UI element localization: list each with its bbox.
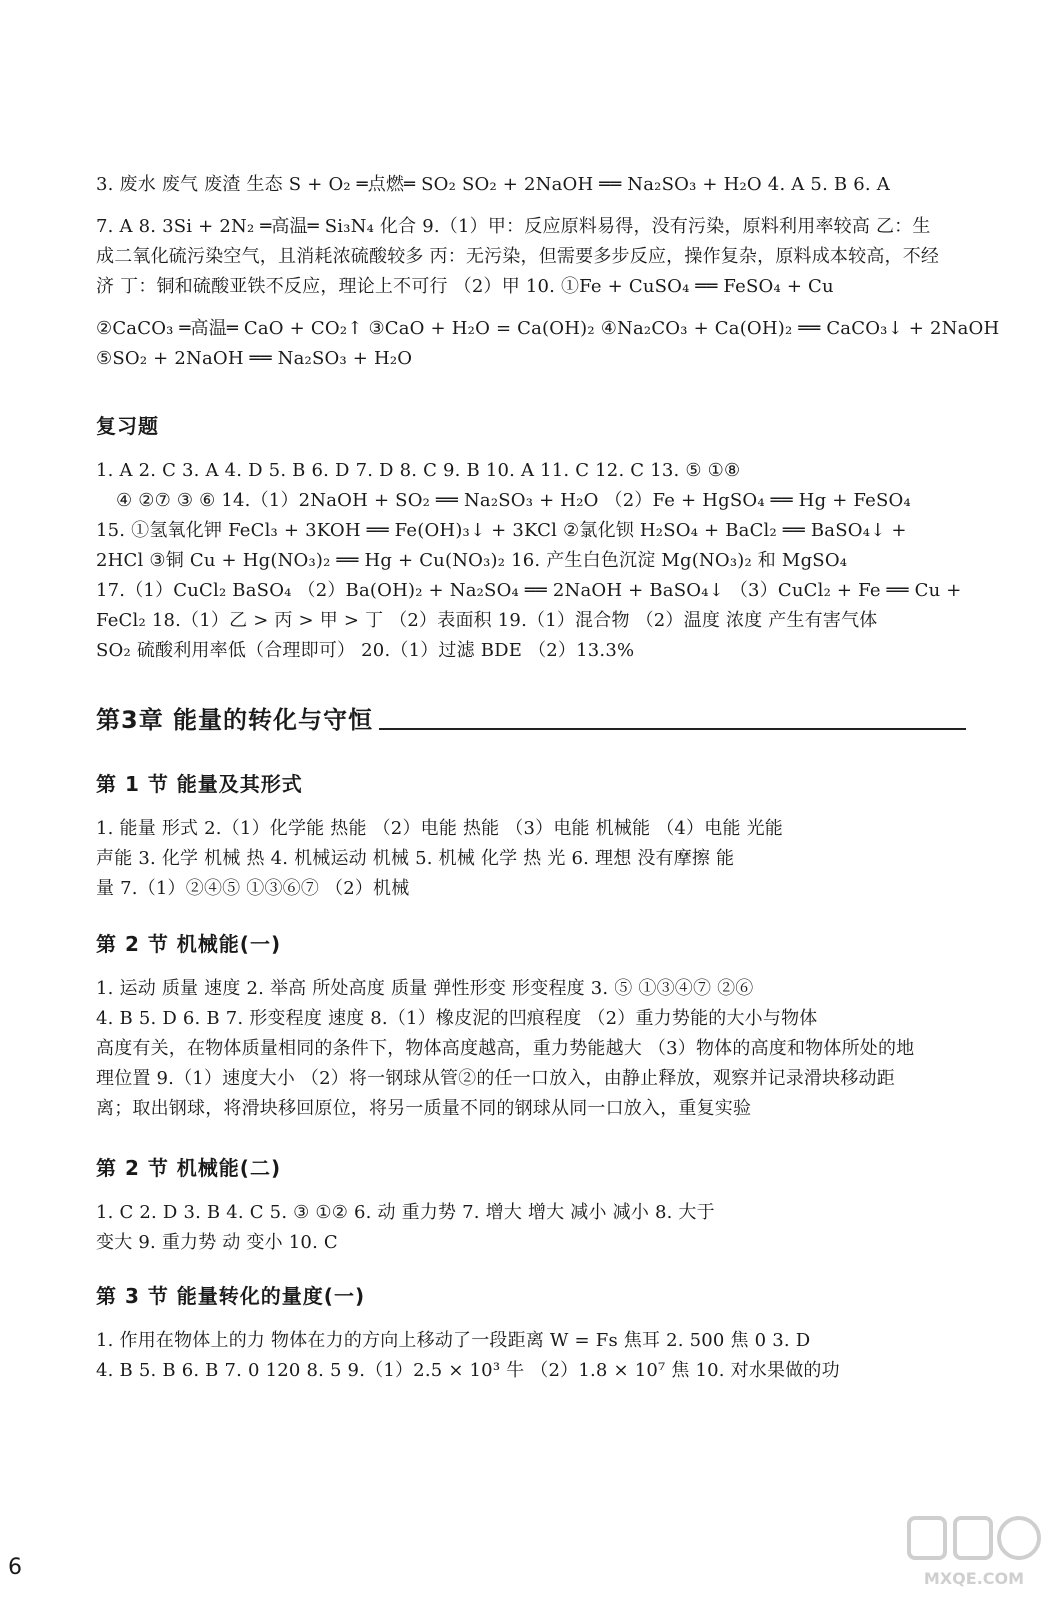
answer-line: 变大 9. 重力势 动 变小 10. C (96, 1232, 338, 1253)
watermark-text: MXQE.COM (923, 1569, 1025, 1588)
section-answers (96, 1198, 966, 1258)
answer-line: 1. 能量 形式 2.（1）化学能 热能 （2）电能 热能 （3）电能 机械能 （4）电能 光能 (96, 818, 783, 839)
section-answers (96, 974, 966, 1124)
review-answers (96, 456, 966, 666)
answer-line: 7. A 8. 3Si + 2N₂ ═高温═ Si₃N₄ 化合 9.（1）甲：反应原料易得，没有污染，原料利用率较高 乙：生 (96, 216, 931, 237)
section-answers (96, 1326, 966, 1386)
answer-line: 2HCl ③铜 Cu + Hg(NO₃)₂ ══ Hg + Cu(NO₃)₂ 16. 产生白色沉淀 Mg(NO₃)₂ 和 MgSO₄ (96, 550, 848, 571)
answer-line: 15. ①氢氧化钾 FeCl₃ + 3KOH ══ Fe(OH)₃↓ + 3KCl ②氯化钡 H₂SO₄ + BaCl₂ ══ BaSO₄↓ + (96, 520, 907, 541)
answer-line: 高度有关，在物体质量相同的条件下，物体高度越高，重力势能越大 （3）物体的高度和物体所处的地 (96, 1038, 915, 1059)
answer-line: 1. C 2. D 3. B 4. C 5. ③ ①② 6. 动 重力势 7. 增大 增大 减小 减小 8. 大于 (96, 1202, 715, 1223)
answer-line: 量 7.（1）②④⑤ ①③⑥⑦ （2）机械 (96, 878, 410, 899)
section-title: 第 3 节 能量转化的量度(一) (96, 1284, 366, 1308)
section-title: 第 2 节 机械能(一) (96, 932, 282, 956)
section-answers (96, 814, 966, 904)
chapter-heading (96, 700, 966, 735)
answer-line: SO₂ 硫酸利用率低（合理即可） 20.（1）过滤 BDE （2）13.3% (96, 640, 635, 661)
answer-line: 1. 运动 质量 速度 2. 举高 所处高度 质量 弹性形变 形变程度 3. ⑤ ①③④⑦ ②⑥ (96, 978, 754, 999)
answer-line: ②CaCO₃ ═高温═ CaO + CO₂↑ ③CaO + H₂O = Ca(OH)₂ ④Na₂CO₃ + Ca(OH)₂ ══ CaCO₃↓ + 2NaOH (96, 318, 1000, 339)
review-title: 复习题 (96, 414, 159, 438)
answer-line: ⑤SO₂ + 2NaOH ══ Na₂SO₃ + H₂O (96, 348, 413, 369)
answer-line: ④ ②⑦ ③ ⑥ 14.（1）2NaOH + SO₂ ══ Na₂SO₃ + H₂O （2）Fe + HgSO₄ ══ Hg + FeSO₄ (116, 490, 911, 511)
section-title: 第 2 节 机械能(二) (96, 1156, 282, 1180)
answer-line: 理位置 9.（1）速度大小 （2）将一钢球从管②的任一口放入，由静止释放，观察并记录滑块移动距 (96, 1068, 895, 1089)
answer-line: 成二氧化硫污染空气，且消耗浓硫酸较多 丙：无污染，但需要多步反应，操作复杂，原料成本较高，不经 (96, 246, 940, 267)
chapter-title: 第3章 能量的转化与守恒 (96, 706, 374, 734)
answer-line: 声能 3. 化学 机械 热 4. 机械运动 机械 5. 机械 化学 热 光 6. 理想 没有摩擦 能 (96, 848, 735, 869)
answer-line: 济 丁：铜和硫酸亚铁不反应，理论上不可行 （2）甲 10. ①Fe + CuSO₄ ══ FeSO₄ + Cu (96, 276, 834, 297)
answer-line: 3. 废水 废气 废渣 生态 S + O₂ ═点燃═ SO₂ SO₂ + 2NaOH ══ Na₂SO₃ + H₂O 4. A 5. B 6. A (96, 174, 890, 195)
answer-line: 1. A 2. C 3. A 4. D 5. B 6. D 7. D 8. C 9. B 10. A 11. C 12. C 13. ⑤ ①⑧ (96, 460, 741, 481)
answer-line: 1. 作用在物体上的力 物体在力的方向上移动了一段距离 W = Fs 焦耳 2. 500 焦 0 3. D (96, 1330, 811, 1351)
answers-block-continued (96, 170, 1000, 374)
answer-line: 离；取出钢球，将滑块移回原位，将另一质量不同的钢球从同一口放入，重复实验 (96, 1098, 752, 1119)
answer-line: 4. B 5. B 6. B 7. 0 120 8. 5 9.（1）2.5 × 10³ 牛 （2）1.8 × 10⁷ 焦 10. 对水果做的功 (96, 1360, 840, 1381)
answer-line: 4. B 5. D 6. B 7. 形变程度 速度 8.（1）橡皮泥的凹痕程度 （2）重力势能的大小与物体 (96, 1008, 818, 1029)
chapter-rule (379, 728, 966, 730)
section-title: 第 1 节 能量及其形式 (96, 772, 303, 796)
page-number: 6 (8, 1555, 22, 1580)
watermark-logo (899, 1512, 1049, 1592)
answer-line: FeCl₂ 18.（1）乙 > 丙 > 甲 > 丁 （2）表面积 19.（1）混合物 （2）温度 浓度 产生有害气体 (96, 610, 878, 631)
answer-line: 17.（1）CuCl₂ BaSO₄ （2）Ba(OH)₂ + Na₂SO₄ ══ 2NaOH + BaSO₄↓ （3）CuCl₂ + Fe ══ Cu + (96, 580, 962, 601)
